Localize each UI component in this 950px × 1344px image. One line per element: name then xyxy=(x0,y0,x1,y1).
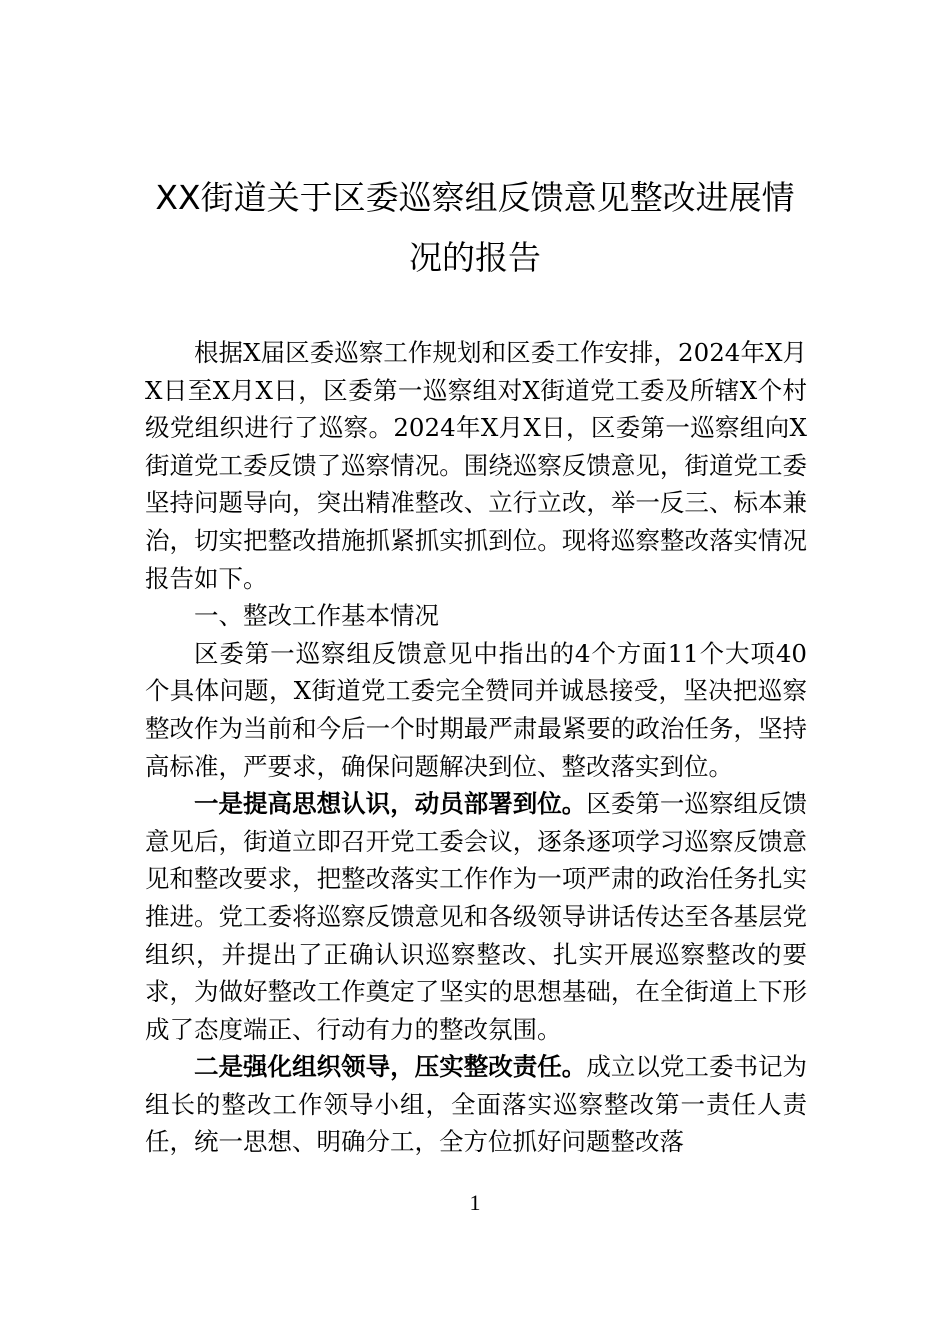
paragraph-point-1-lead: 一是提高思想认识，动员部署到位。 xyxy=(194,789,587,819)
paragraph-intro-text: 根据X届区委巡察工作规划和区委工作安排，2024年X月X日至X月X日，区委第一巡察组对X街道党工委及所辖X个村级党组织进行了巡察。2024年X月X日，区委第一巡察组向X街道党工委反馈了巡察情况。围绕巡察反馈意见，街道党工委坚持问题导向，突出精准整改、立行立改，举一反三、标本兼治，切实把整改措施抓紧抓实抓到位。现将巡察整改落实情况报告如下。 xyxy=(145,338,807,593)
document-title: XX街道关于区委巡察组反馈意见整改进展情况的报告 xyxy=(155,178,795,277)
paragraph-point-2-text: 成立以党工委书记为组长的整改工作领导小组，全面落实巡察整改第一责任人责任，统一思想、明确分工，全方位抓好问题整改落 xyxy=(145,1052,808,1157)
paragraph-point-2-lead: 二是强化组织领导，压实整改责任。 xyxy=(194,1052,587,1082)
section-heading-1 xyxy=(145,597,807,635)
paragraph-point-1-text: 区委第一巡察组反馈意见后，街道立即召开党工委会议，逐条逐项学习巡察反馈意见和整改要求，把整改落实工作作为一项严肃的政治任务扎实推进。党工委将巡察反馈意见和各级领导讲话传达至各基层党组织，并提出了正确认识巡察整改、扎实开展巡察整改的要求，为做好整改工作奠定了坚实的思想基础，在全街道上下形成了态度端正、行动有力的整改氛围。 xyxy=(145,789,808,1044)
paragraph-overview-text: 区委第一巡察组反馈意见中指出的4个方面11个大项40个具体问题，X街道党工委完全赞同并诚恳接受，坚决把巡察整改作为当前和今后一个时期最严肃最紧要的政治任务，坚持高标准，严要求，确保问题解决到位、整改落实到位。 xyxy=(145,638,807,781)
paragraph-point-2 xyxy=(145,1048,807,1161)
document-body xyxy=(145,334,807,1161)
paragraph-intro xyxy=(145,334,807,597)
section-heading-1-text: 一、整改工作基本情况 xyxy=(194,601,439,631)
paragraph-point-1 xyxy=(145,785,807,1048)
paragraph-overview xyxy=(145,635,807,785)
page-number: 1 xyxy=(469,1190,481,1215)
